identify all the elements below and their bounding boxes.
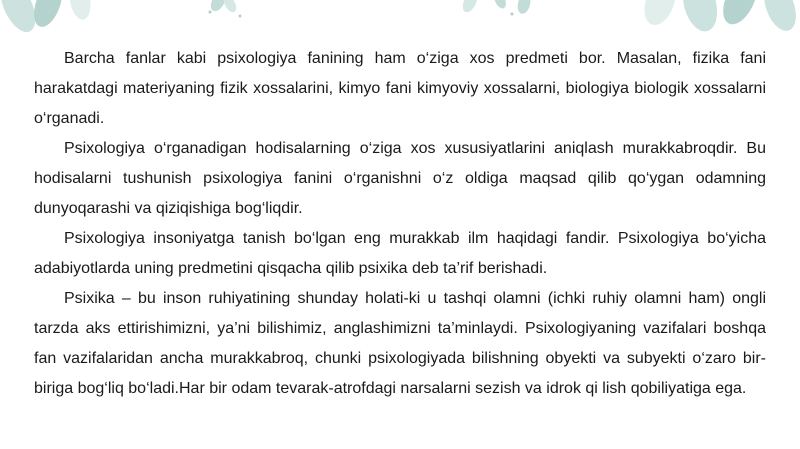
slide-body: [34, 44, 766, 404]
paragraph: Barcha fanlar kabi psixologiya fanining ham o‘ziga xos predmeti bor. Masalan, fizika fani harakatdagi materiyaning fizik xossalarini, kimyo fani kimyoviy xossalarni, biologiya biologik xossalarni o‘rganadi.: [34, 50, 766, 127]
leaf-decoration: [0, 0, 800, 40]
paragraph: Psixologiya o‘rganadigan hodisalarning o‘ziga xos xususiyatlarini aniqlash murakkabroqdir. Bu hodisalarni tushunish psixologiya fanini o‘rganishni o‘z oldiga maqsad qilib qo‘ygan odamning dunyoqarashi va qiziqishiga bog‘liqdir.: [34, 140, 766, 217]
paragraph: Psixika – bu inson ruhiyatining shunday holati-ki u tashqi olamni (ichki ruhiy olamni ham) ongli tarzda aks ettirishimizni, ya’ni bilishimiz, anglashimizni ta’minlaydi. Psixologiyaning vazifalari boshqa fan vazifalaridan ancha murakkabroq, chunki psixologiyada bilishning obyekti va subyekti o‘zaro bir-biriga bog‘liq bo‘ladi.Har bir odam tevarak-atrofdagi narsalarni sezish va idrok qi lish qobiliyatiga ega.: [34, 290, 766, 397]
paragraph: Psixologiya insoniyatga tanish bo‘lgan eng murakkab ilm haqidagi fandir. Psixologiya bo‘yicha adabiyotlarda uning predmetini qisqacha qilib psixika deb ta’rif berishadi.: [34, 230, 766, 277]
